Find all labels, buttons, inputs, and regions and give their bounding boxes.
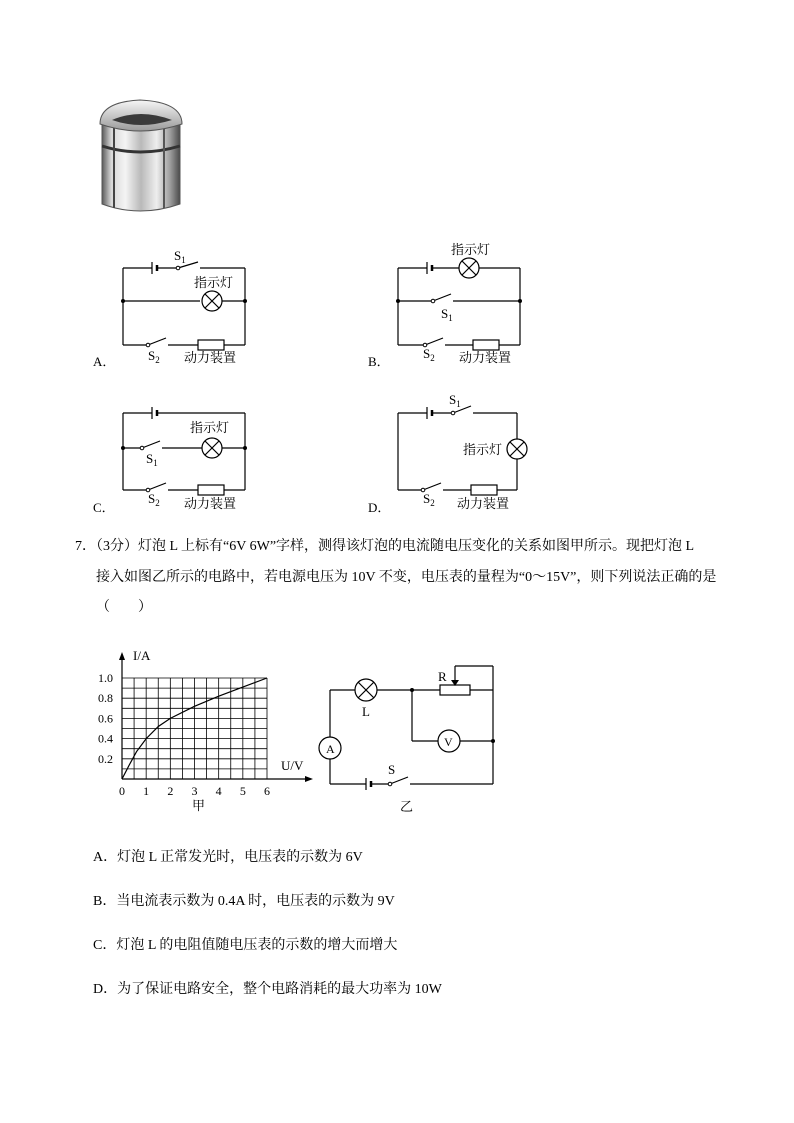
option-d-label: D． bbox=[368, 500, 391, 515]
circuit-a bbox=[90, 240, 260, 370]
x-tick-label: 3 bbox=[191, 784, 198, 798]
indicator-label: 指示灯 bbox=[463, 442, 503, 457]
circuit-b bbox=[365, 240, 535, 370]
option-a-label: A． bbox=[93, 354, 116, 369]
option-b[interactable]: B．当电流表示数为 0.4A 时，电压表的示数为 9V bbox=[93, 894, 395, 909]
y-tick-label: 0.8 bbox=[98, 691, 113, 706]
indicator-label: 指示灯 bbox=[451, 242, 491, 257]
motor-label: 动力装置 bbox=[184, 350, 237, 365]
option-c[interactable]: C．灯泡 L 的电阻值随电压表的示数的增大而增大 bbox=[93, 938, 398, 953]
x-tick-label: 4 bbox=[215, 784, 222, 798]
circuit-d bbox=[365, 393, 535, 518]
option-b-label: B． bbox=[368, 354, 390, 369]
resistor-label: R bbox=[438, 669, 447, 684]
ammeter-label: A bbox=[326, 742, 335, 756]
s2-label: $S_2$ bbox=[148, 491, 160, 508]
figure-caption: 乙 bbox=[400, 799, 414, 814]
x-tick-label: 2 bbox=[167, 784, 174, 798]
y-tick-label: 0.6 bbox=[98, 711, 113, 726]
y-axis-arrow bbox=[119, 652, 125, 660]
s2-label: $S_2$ bbox=[423, 491, 435, 508]
question-7-line-3: （ ） bbox=[96, 600, 152, 615]
indicator-label: 指示灯 bbox=[194, 275, 234, 290]
circuit-yi bbox=[310, 660, 510, 820]
s1-label: $S_1$ bbox=[146, 451, 158, 468]
iv-chart bbox=[85, 640, 315, 815]
s1-label: $S_1$ bbox=[174, 248, 186, 265]
y-tick-label: 0.2 bbox=[98, 751, 113, 766]
option-c-label: C． bbox=[93, 500, 115, 515]
motor-label: 动力装置 bbox=[184, 496, 237, 511]
motor-label: 动力装置 bbox=[457, 496, 510, 511]
lamp-label: L bbox=[362, 704, 370, 719]
s2-label: $S_2$ bbox=[148, 348, 160, 365]
chart-grid bbox=[122, 678, 267, 779]
x-axis-label: U/V bbox=[281, 758, 304, 773]
chart-caption: 甲 bbox=[192, 798, 206, 813]
circuit-c bbox=[90, 393, 260, 518]
x-tick-label: 1 bbox=[143, 784, 150, 798]
motor-label: 动力装置 bbox=[459, 350, 512, 365]
y-axis-label: I/A bbox=[133, 648, 151, 663]
s1-label: $S_1$ bbox=[441, 306, 453, 323]
s2-label: $S_2$ bbox=[423, 346, 435, 363]
x-tick-label: 0 bbox=[119, 784, 125, 798]
option-d[interactable]: D．为了保证电路安全，整个电路消耗的最大功率为 10W bbox=[93, 982, 442, 997]
trash-can-image bbox=[92, 96, 192, 216]
x-tick-label: 5 bbox=[239, 784, 246, 798]
y-tick-label: 1.0 bbox=[98, 671, 113, 685]
voltmeter-label: V bbox=[444, 735, 453, 749]
option-a[interactable]: A．灯泡 L 正常发光时，电压表的示数为 6V bbox=[93, 850, 363, 865]
x-tick-label: 6 bbox=[264, 784, 270, 798]
question-7-line-2: 接入如图乙所示的电路中，若电源电压为 10V 不变，电压表的量程为“0～15V”，则下列说法正确的是 bbox=[96, 570, 717, 585]
y-tick-label: 0.4 bbox=[98, 731, 113, 746]
indicator-label: 指示灯 bbox=[190, 420, 230, 435]
question-7-line-1: 7．（3分）灯泡 L 上标有“6V 6W”字样，测得该灯泡的电流随电压变化的关系如图甲所示。现把灯泡 L bbox=[75, 539, 695, 554]
switch-label: S bbox=[388, 762, 396, 777]
s1-label: $S_1$ bbox=[449, 393, 461, 409]
